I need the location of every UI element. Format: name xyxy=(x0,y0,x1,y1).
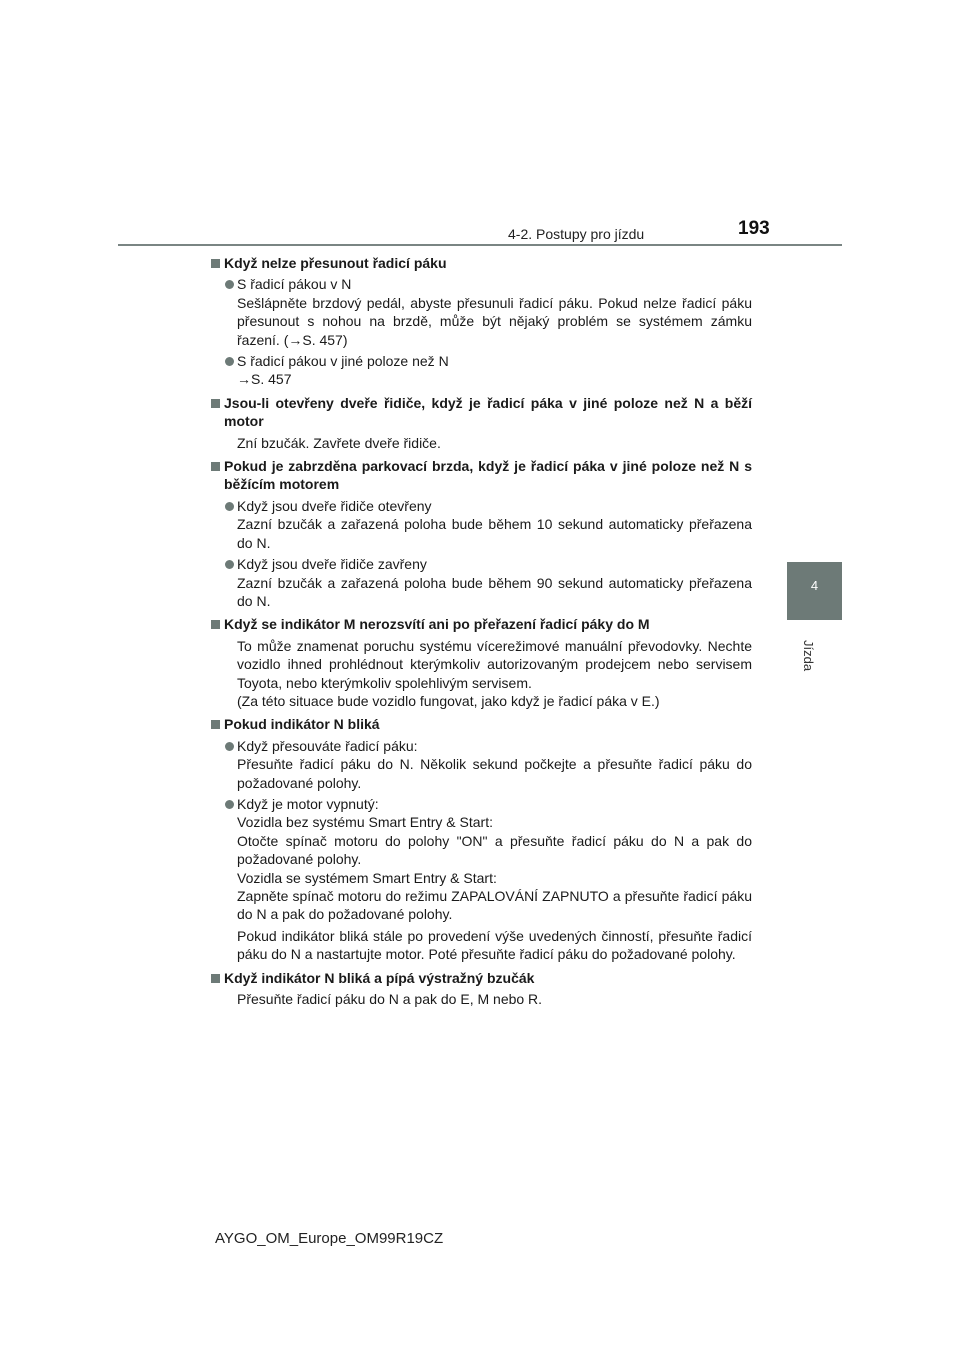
section-heading-text: Jsou-li otevřeny dveře řidiče, když je řadicí páka v jiné poloze než N a běží motor xyxy=(224,394,752,430)
text-line: Otočte spínač motoru do polohy "ON" a přesuňte řadicí páku do N a pak do požadované polohy. xyxy=(237,832,752,868)
round-bullet-icon xyxy=(225,800,234,809)
text-line: Přesuňte řadicí páku do N. Několik sekund počkejte a přesuňte řadicí páku do požadované polohy. xyxy=(237,756,752,791)
section-heading-text: Když se indikátor M nerozsvítí ani po přeřazení řadicí páky do M xyxy=(224,616,650,633)
text-line: →S. 457 xyxy=(237,371,292,388)
section-heading-text: Pokud indikátor N bliká xyxy=(224,716,380,733)
round-bullet-icon xyxy=(225,742,234,751)
bullet-item xyxy=(212,795,752,924)
text-line: Zní bzučák. Zavřete dveře řidiče. xyxy=(237,434,441,451)
text-line: S řadicí pákou v jiné poloze než N xyxy=(237,353,449,370)
body-paragraph xyxy=(212,927,752,964)
text-line: Zapněte spínač motoru do režimu ZAPALOVÁNÍ ZAPNUTO a přesuňte řadicí páku do N a pak do požadované polohy. xyxy=(237,888,752,923)
page-content xyxy=(212,254,752,1008)
chapter-tab-label: Jízda xyxy=(801,640,816,672)
square-bullet-icon xyxy=(211,620,220,629)
text-line: Když jsou dveře řidiče zavřeny xyxy=(237,556,427,573)
bullet-item xyxy=(212,737,752,792)
bullet-item xyxy=(212,497,752,552)
section-heading xyxy=(212,394,752,431)
text-line: (Za této situace bude vozidlo fungovat, jako když je řadicí páka v E.) xyxy=(237,692,660,709)
text-line: Když je motor vypnutý: xyxy=(237,795,379,812)
round-bullet-icon xyxy=(225,357,234,366)
section-heading xyxy=(212,715,752,733)
footer-code: AYGO_OM_Europe_OM99R19CZ xyxy=(215,1230,444,1247)
text-line: Přesuňte řadicí páku do N a pak do E, M nebo R. xyxy=(237,991,543,1008)
section-heading-text: Když indikátor N bliká a pípá výstražný bzučák xyxy=(224,969,535,986)
body-paragraph xyxy=(212,637,752,711)
square-bullet-icon xyxy=(211,462,220,471)
bullet-item xyxy=(212,555,752,610)
chapter-tab-number: 4 xyxy=(810,578,819,593)
body-paragraph xyxy=(212,990,752,1008)
square-bullet-icon xyxy=(211,399,220,408)
text-line: Vozidla se systémem Smart Entry & Start: xyxy=(237,869,497,886)
section-heading-text: Pokud je zabrzděna parkovací brzda, když je řadicí páka v jiné poloze než N s běžícím motorem xyxy=(224,458,752,493)
square-bullet-icon xyxy=(211,259,220,268)
square-bullet-icon xyxy=(211,974,220,983)
text-line: Pokud indikátor bliká stále po provedení výše uvedených činností, přesuňte řadicí páku do N a nastartujte motor. Poté přesuňte řadicí páku do požadované polohy. xyxy=(237,927,752,963)
section-heading xyxy=(212,969,752,987)
section-heading xyxy=(212,254,752,272)
round-bullet-icon xyxy=(225,502,234,511)
header-section-title: 4-2. Postupy pro jízdu xyxy=(508,226,645,242)
text-line: Když jsou dveře řidiče otevřeny xyxy=(237,497,432,514)
text-line: Když přesouváte řadicí páku: xyxy=(237,737,418,754)
text-line: Zazní bzučák a zařazená poloha bude během 90 sekund automaticky přeřazena do N. xyxy=(237,574,752,609)
bullet-item xyxy=(212,275,752,349)
text-line: S řadicí pákou v N xyxy=(237,276,352,293)
round-bullet-icon xyxy=(225,280,234,289)
square-bullet-icon xyxy=(211,720,220,729)
text-line: Sešlápněte brzdový pedál, abyste přesunuli řadicí páku. Pokud nelze řadicí páku přesunout s nohou na brzdě, může být nějaký problém se systémem zámku řazení. (→S. 457) xyxy=(237,294,752,348)
text-line: To může znamenat poruchu systému vícerežimové manuální převodovky. Nechte vozidlo ihned prohlédnout kterýmkoliv autorizovaným prodejcem nebo servisem Toyota, nebo kterýmkoliv spolehlivým servisem. xyxy=(237,637,752,691)
text-line: Vozidla bez systému Smart Entry & Start: xyxy=(237,814,493,831)
page-number: 193 xyxy=(738,218,770,239)
section-heading xyxy=(212,457,752,494)
bullet-item xyxy=(212,352,752,389)
round-bullet-icon xyxy=(225,560,234,569)
section-heading xyxy=(212,615,752,633)
body-paragraph xyxy=(212,434,752,452)
section-heading-text: Když nelze přesunout řadicí páku xyxy=(224,255,447,271)
text-line: Zazní bzučák a zařazená poloha bude během 10 sekund automaticky přeřazena do N. xyxy=(237,516,752,551)
header-rule xyxy=(118,244,842,246)
